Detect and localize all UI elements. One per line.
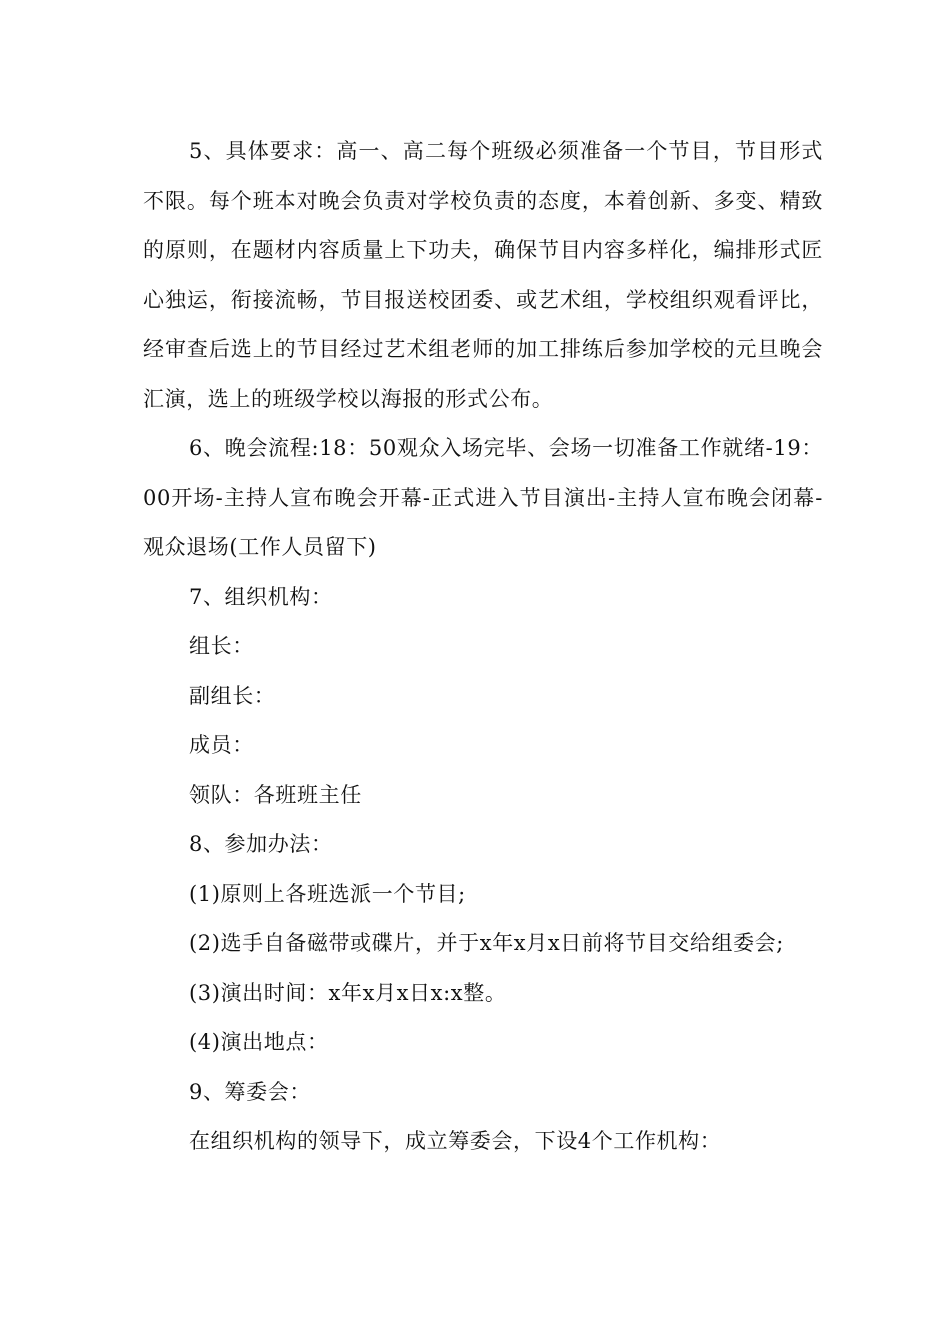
paragraph-leader: 组长：: [189, 634, 254, 658]
paragraph-team-lead: 领队：各班班主任: [189, 782, 362, 807]
paragraph-participation-item-1: (1)原则上各班选派一个节目;: [189, 881, 466, 906]
paragraph-deputy-leader: 副组长：: [189, 683, 276, 708]
paragraph-organization-heading: 7、组织机构：: [189, 584, 333, 609]
paragraph-participation-item-2: (2)选手自备磁带或碟片，并于x年x月x日前将节目交给组委会;: [189, 931, 784, 955]
paragraph-program-flow: 6、晚会流程:18：50观众入场完毕、会场一切准备工作就绪-19：00开场-主持人宣布晚会开幕-正式进入节目演出-主持人宣布晚会闭幕-观众退场(工作人员留下): [143, 436, 823, 559]
document-body: [143, 127, 823, 1167]
paragraph-committee-description: 在组织机构的领导下，成立筹委会，下设4个工作机构：: [189, 1129, 722, 1153]
paragraph-committee-heading: 9、筹委会：: [189, 1079, 311, 1104]
paragraph-members: 成员：: [189, 733, 254, 757]
paragraph-participation-item-3: (3)演出时间：x年x月x日x:x整。: [189, 980, 507, 1005]
paragraph-participation-item-4: (4)演出地点：: [189, 1030, 329, 1054]
paragraph-participation-heading: 8、参加办法：: [189, 832, 333, 856]
paragraph-requirements: 5、具体要求：高一、高二每个班级必须准备一个节目，节目形式不限。每个班本对晚会负责对学校负责的态度，本着创新、多变、精致的原则，在题材内容质量上下功夫，确保节目内容多样化，编排形式匠心独运，衔接流畅，节目报送校团委、或艺术组，学校组织观看评比，经审查后选上的节目经过艺术组老师的加工排练后参加学校的元旦晚会汇演，选上的班级学校以海报的形式公布。: [143, 139, 823, 411]
